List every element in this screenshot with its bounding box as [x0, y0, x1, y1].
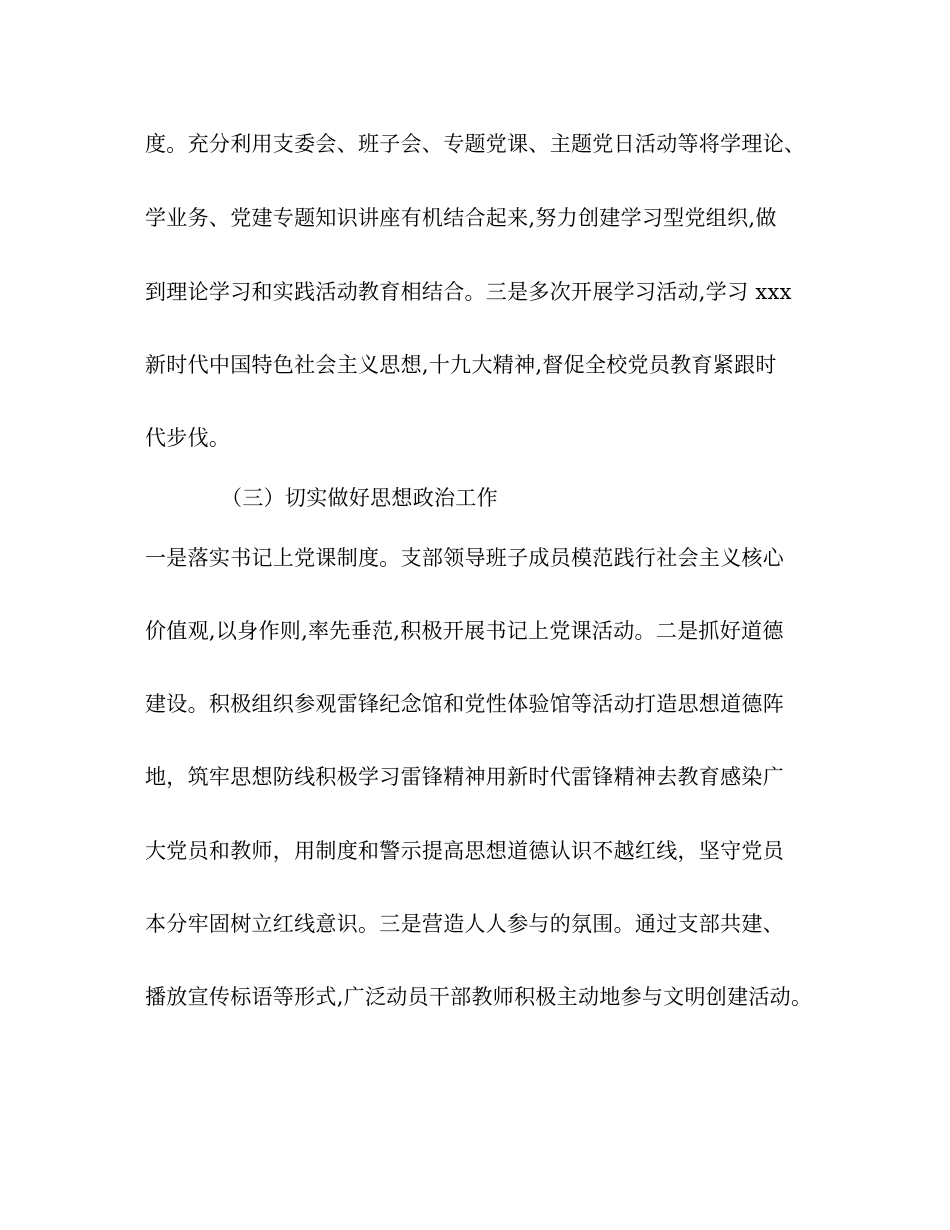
body-text-line: 本分牢固树立红线意识。三是营造人人参与的氛围。通过支部共建、: [145, 912, 784, 936]
body-text-line: 代步伐。: [145, 426, 231, 450]
body-text-line: 播放宣传标语等形式,广泛动员干部教师积极主动地参与文明创建活动。: [145, 985, 813, 1009]
body-text-line: 学业务、党建专题知识讲座有机结合起来,努力创建学习型党组织,做: [145, 206, 777, 230]
section-heading: （三）切实做好思想政治工作: [221, 486, 498, 510]
body-text-line: 地，筑牢思想防线积极学习雷锋精神用新时代雷锋精神去教育感染广: [145, 765, 784, 789]
body-text-line: 价值观,以身作则,率先垂范,积极开展书记上党课活动。二是抓好道德: [145, 619, 784, 643]
body-text-line: 到理论学习和实践活动教育相结合。三是多次开展学习活动,学习 xxx: [145, 280, 792, 304]
body-text-line: 建设。积极组织参观雷锋纪念馆和党性体验馆等活动打造思想道德阵: [145, 692, 784, 716]
body-text-line: 度。充分利用支委会、班子会、专题党课、主题党日活动等将学理论、: [145, 132, 806, 156]
body-text-line: 新时代中国特色社会主义思想,十九大精神,督促全校党员教育紧跟时: [145, 353, 777, 377]
body-text-line: 大党员和教师，用制度和警示提高思想道德认识不越红线，坚守党员: [145, 839, 784, 863]
body-text-line: 一是落实书记上党课制度。支部领导班子成员模范践行社会主义核心: [145, 546, 784, 570]
